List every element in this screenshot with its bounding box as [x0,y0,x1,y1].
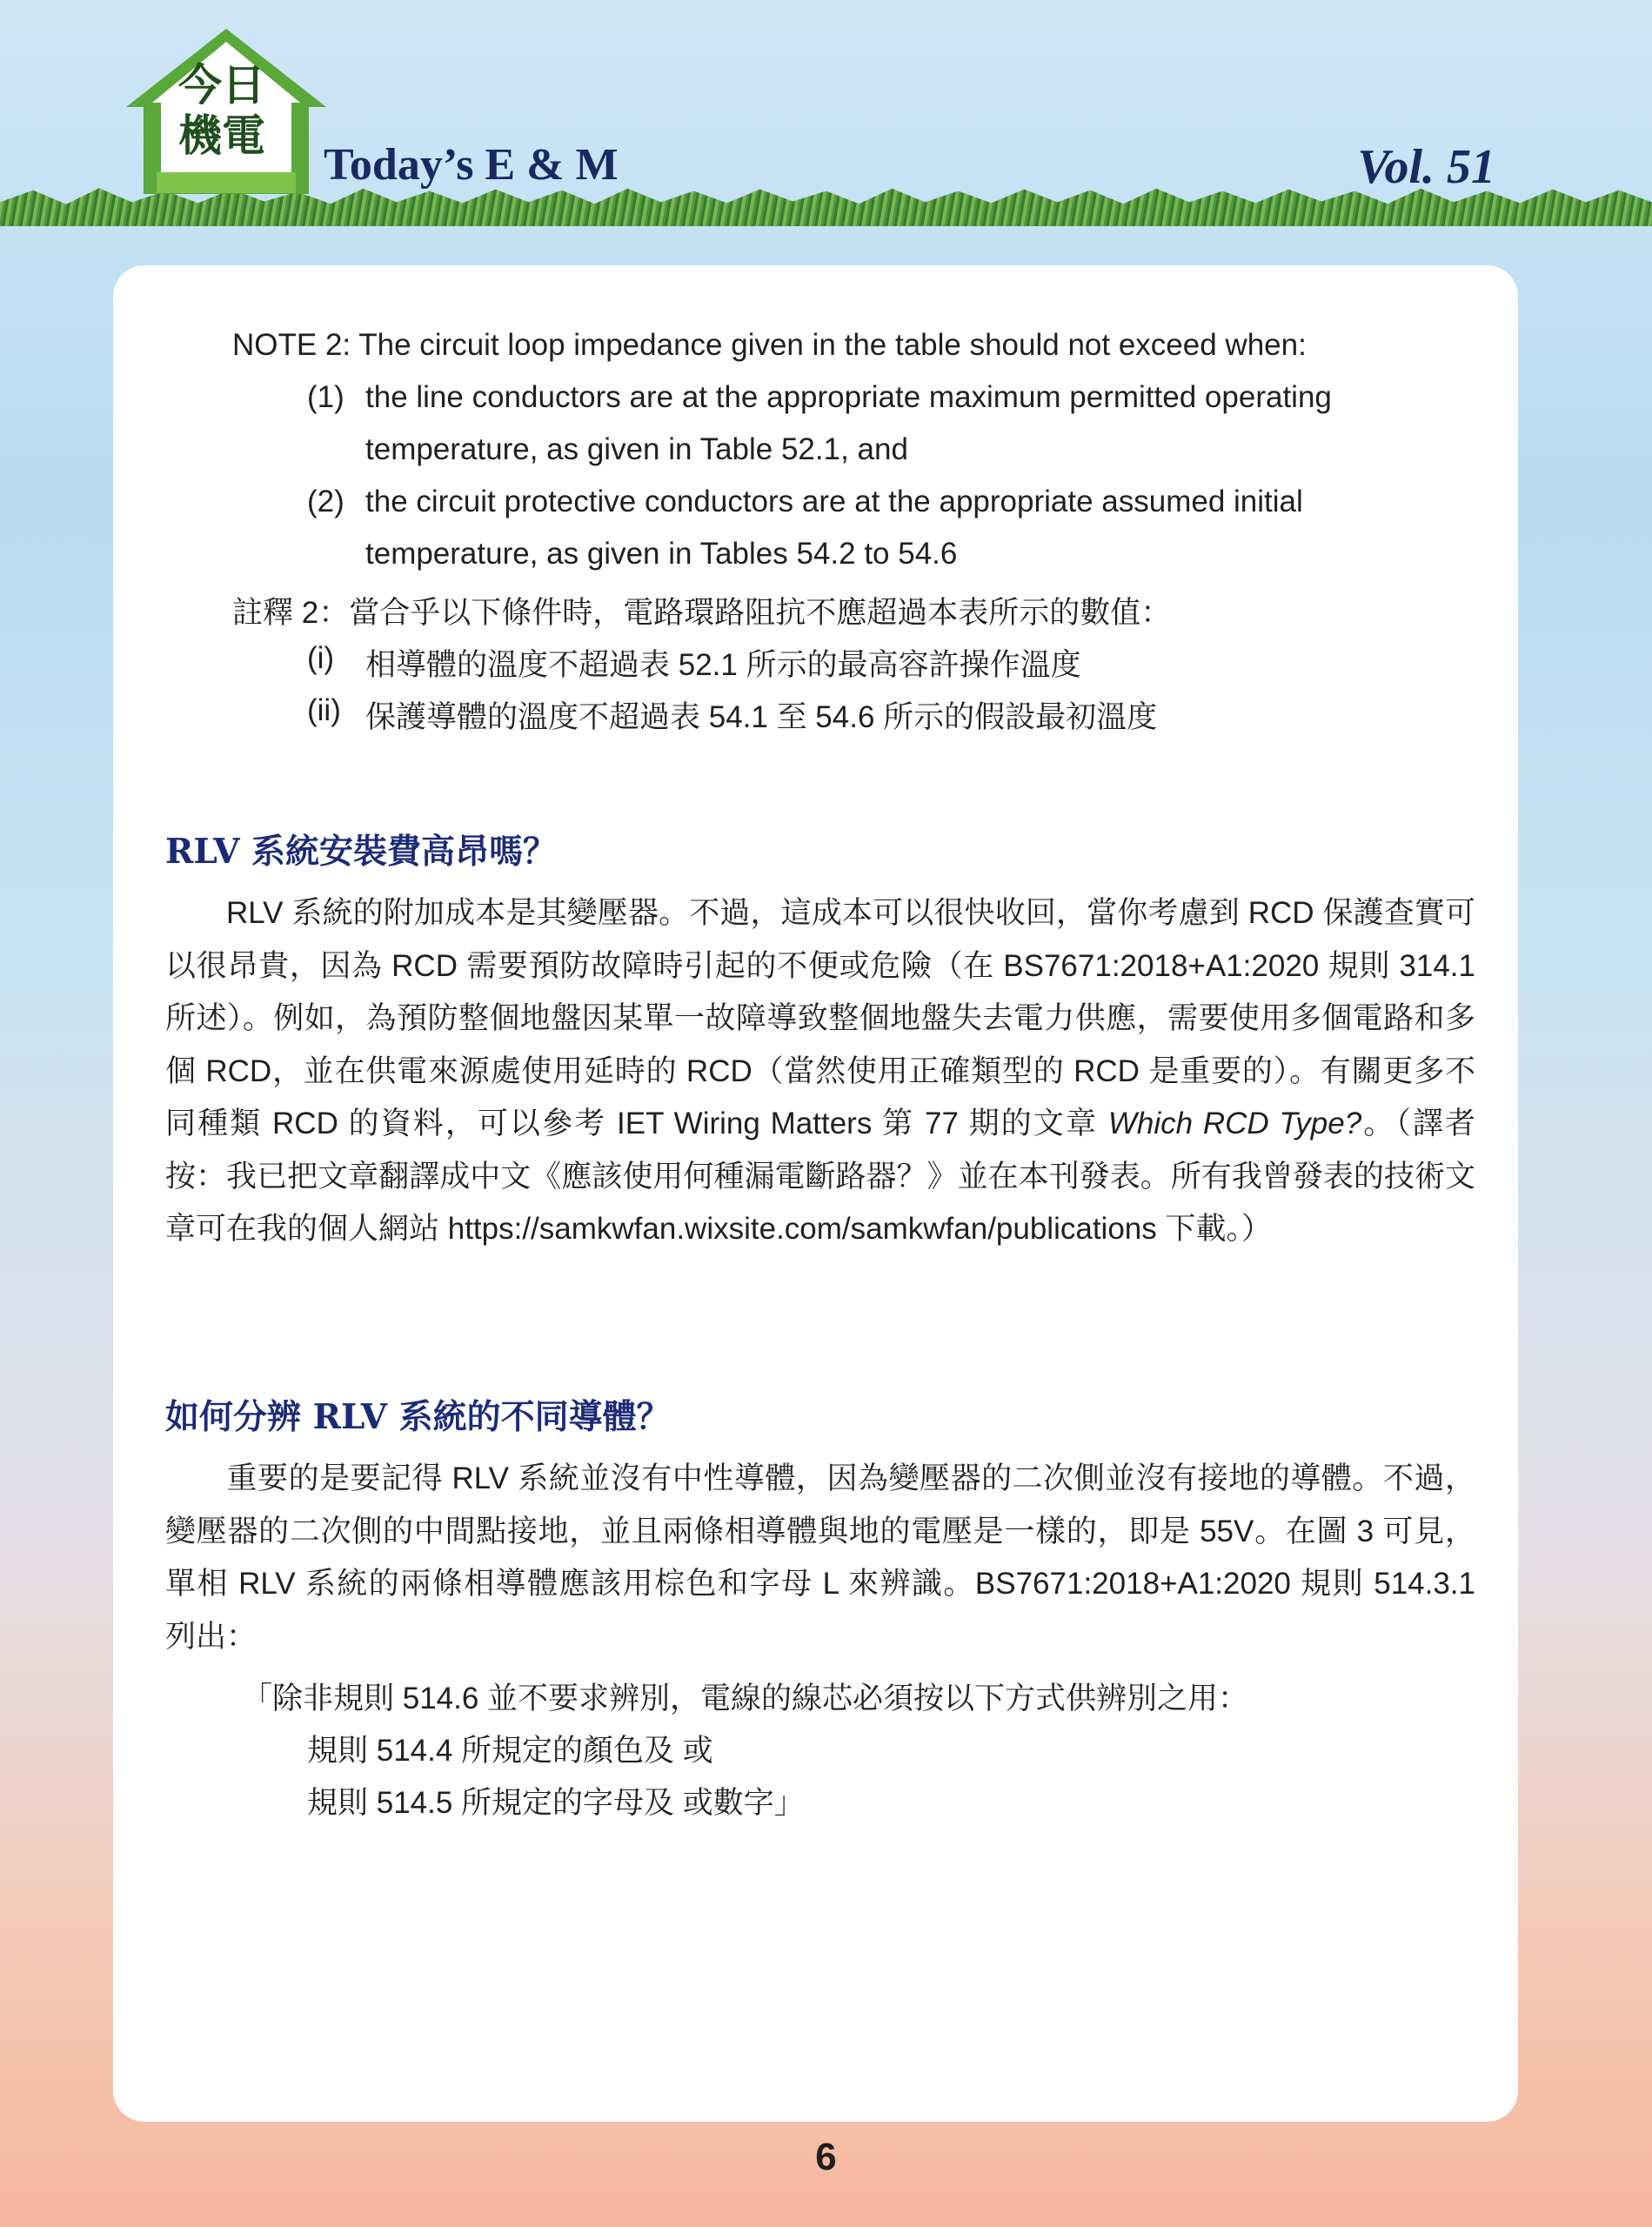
paragraph-text: RLV 系統的附加成本是其變壓器。不過，這成本可以很快收回，當你考慮到 RCD 保護查實可以很昂貴，因為 RCD 需要預防故障時引起的不便或危險（在 BS7671:2018+A1:2020 規則 314.1 所述）。例如，為預防整個地盤因某單一故障導致整個地盤失去電力供應，需要使用多個電路和多個 RCD，並在供電來源處使用延時的 RCD（當然使用正確類型的 RCD 是重要的）。有關更多不同種類 RCD 的資料，可以參考 IET Wiring Matters 第 77 期的文章 [165,896,1475,1140]
paragraph-text: 重要的是要記得 RLV 系統並沒有中性導體，因為變壓器的二次側並沒有接地的導體。不過，變壓器的二次側的中間點接地，並且兩條相導體與地的電壓是一樣的，即是 55V。在圖 3 可見，單相 RLV 系統的兩條相導體應該用棕色和字母 L 來辨識。BS7671:2018+A1:2020 規則 514.3.1 列出： [165,1461,1475,1654]
section-heading: 如何分辨 RLV 系統的不同導體？ [165,1397,671,1437]
note-item-text: the circuit protective conductors are at the appropriate assumed initial [365,485,1303,518]
note-item-text: the line conductors are at the appropriate maximum permitted operating [365,380,1332,414]
note-item-number: (2) [307,485,344,518]
note-line: NOTE 2: The circuit loop impedance given in the table should not exceed when: [232,328,1307,362]
italic-title: Which RCD Type? [1107,1107,1362,1140]
note-zh-item-number: (i) [307,641,335,675]
page-number: 6 [815,2136,837,2178]
page-header [0,0,1652,228]
quote-line: 規則 514.4 所規定的顏色及 或 [307,1734,713,1768]
section-paragraph [165,1453,1475,1663]
note-item-text: temperature, as given in Tables 54.2 to 54.6 [365,537,958,571]
note-item-text: temperature, as given in Table 52.1, and [365,432,908,466]
note-item-number: (1) [307,380,344,414]
note-zh-item-text: 相導體的溫度不超過表 52.1 所示的最高容許操作溫度 [365,648,1081,682]
volume-label: Vol. 51 [1357,140,1495,194]
logo-text-top: 今日 [178,59,265,110]
section-paragraph [165,887,1475,1256]
paragraph-text: 。（譯者按：我已把文章翻譯成中文《應該使用何種漏電斷路器？》並在本刊發表。所有我曾發表的技術文章可在我的個人網站 https://samkwfan.wixsite.com/samkwfan/publications 下載。） [165,1107,1475,1246]
section-heading: RLV 系統安裝費高昂嗎？ [165,832,558,872]
logo [122,24,331,198]
note-zh-line: 註釋 2：當合乎以下條件時，電路環路阻抗不應超過本表所示的數值： [232,596,1172,630]
publication-title: Today’s E & M [324,140,619,190]
logo-text-bottom: 機電 [178,110,265,161]
note-zh-item-number: (ii) [307,693,341,727]
quote-line: 規則 514.5 所規定的字母及 或數字」 [307,1786,805,1820]
quote-line: 「除非規則 514.6 並不要求辨別，電線的線芯必須按以下方式供辨別之用： [242,1682,1249,1715]
note-zh-item-text: 保護導體的溫度不超過表 54.1 至 54.6 所示的假設最初溫度 [365,700,1158,734]
content-card [113,265,1518,2122]
